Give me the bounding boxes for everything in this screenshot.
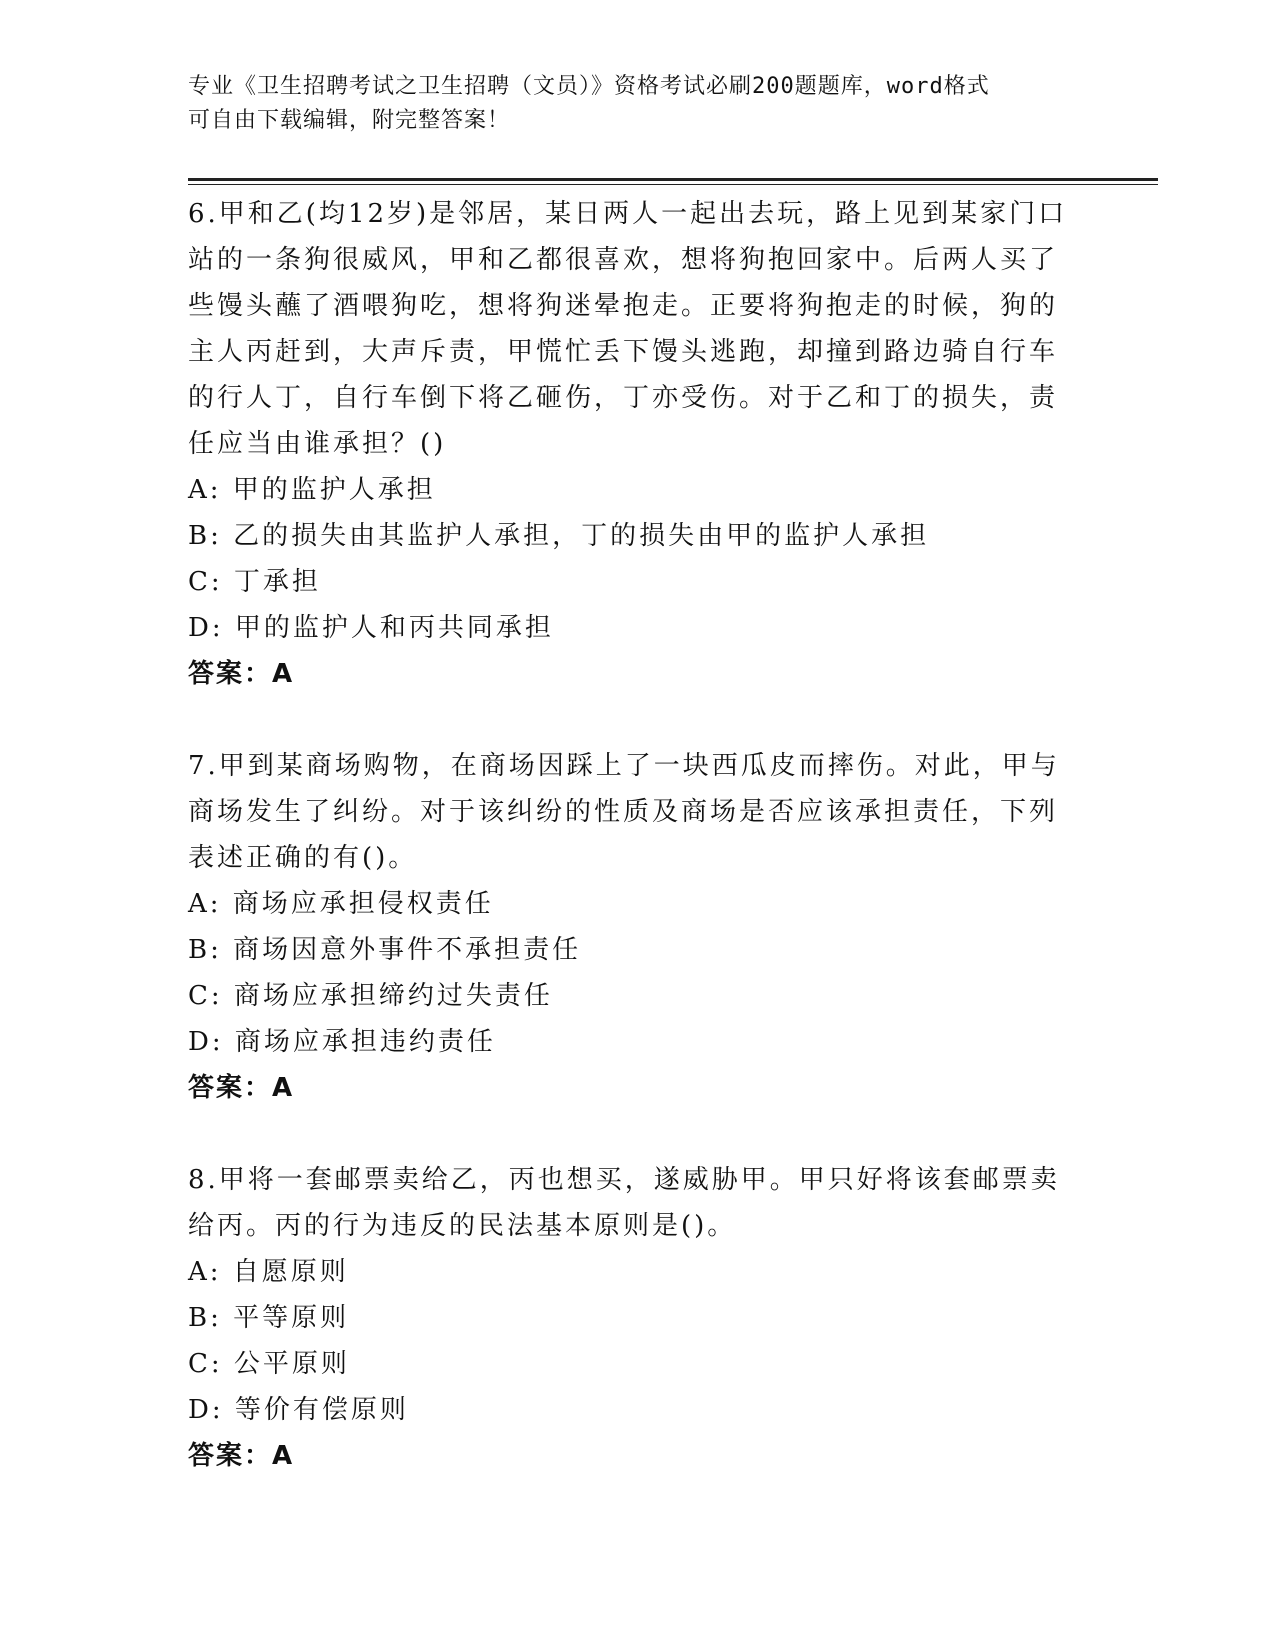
option-b: B: 乙的损失由其监护人承担，丁的损失由甲的监护人承担	[188, 521, 930, 551]
question-text-line: 的行人丁，自行车倒下将乙砸伤，丁亦受伤。对于乙和丁的损失，责	[188, 383, 1059, 413]
option-a: A: 自愿原则	[188, 1257, 349, 1287]
option-b: B: 平等原则	[188, 1303, 350, 1333]
question-6	[188, 191, 1088, 697]
question-list	[188, 191, 1088, 1479]
answer: 答案：A	[188, 1441, 295, 1471]
question-text-line: 站的一条狗很威风，甲和乙都很喜欢，想将狗抱回家中。后两人买了	[188, 245, 1059, 275]
document-header	[188, 70, 1088, 138]
option-d: D: 等价有偿原则	[188, 1395, 409, 1425]
option-d: D: 商场应承担违约责任	[188, 1027, 496, 1057]
question-text-line: 8.甲将一套邮票卖给乙，丙也想买，遂威胁甲。甲只好将该套邮票卖	[188, 1165, 1060, 1195]
question-text-line: 表述正确的有()。	[188, 843, 418, 873]
header-divider-thick	[188, 178, 1158, 181]
option-d: D: 甲的监护人和丙共同承担	[188, 613, 554, 643]
option-a: A: 商场应承担侵权责任	[188, 889, 494, 919]
question-text-line: 给丙。丙的行为违反的民法基本原则是()。	[188, 1211, 737, 1241]
option-b: B: 商场因意外事件不承担责任	[188, 935, 582, 965]
answer: 答案：A	[188, 659, 295, 689]
question-text-line: 6.甲和乙(均12岁)是邻居，某日两人一起出去玩，路上见到某家门口	[188, 199, 1068, 229]
question-text-line: 些馒头蘸了酒喂狗吃，想将狗迷晕抱走。正要将狗抱走的时候，狗的	[188, 291, 1059, 321]
question-text-line: 7.甲到某商场购物，在商场因踩上了一块西瓜皮而摔伤。对此，甲与	[188, 751, 1060, 781]
question-7	[188, 743, 1088, 1111]
option-a: A: 甲的监护人承担	[188, 475, 436, 505]
question-text-line: 商场发生了纠纷。对于该纠纷的性质及商场是否应该承担责任，下列	[188, 797, 1059, 827]
spacer	[188, 697, 1088, 743]
spacer	[188, 1111, 1088, 1157]
option-c: C: 丁承担	[188, 567, 321, 597]
header-divider-thin	[188, 184, 1158, 185]
option-c: C: 商场应承担缔约过失责任	[188, 981, 553, 1011]
answer: 答案：A	[188, 1073, 295, 1103]
header-line: 专业《卫生招聘考试之卫生招聘（文员）》资格考试必刷200题题库，word格式	[188, 74, 990, 99]
header-line: 可自由下载编辑，附完整答案！	[188, 108, 511, 133]
option-c: C: 公平原则	[188, 1349, 350, 1379]
question-text-line: 主人丙赶到，大声斥责，甲慌忙丢下馒头逃跑，却撞到路边骑自行车	[188, 337, 1059, 367]
question-text-line: 任应当由谁承担？()	[188, 429, 447, 459]
question-8	[188, 1157, 1088, 1479]
